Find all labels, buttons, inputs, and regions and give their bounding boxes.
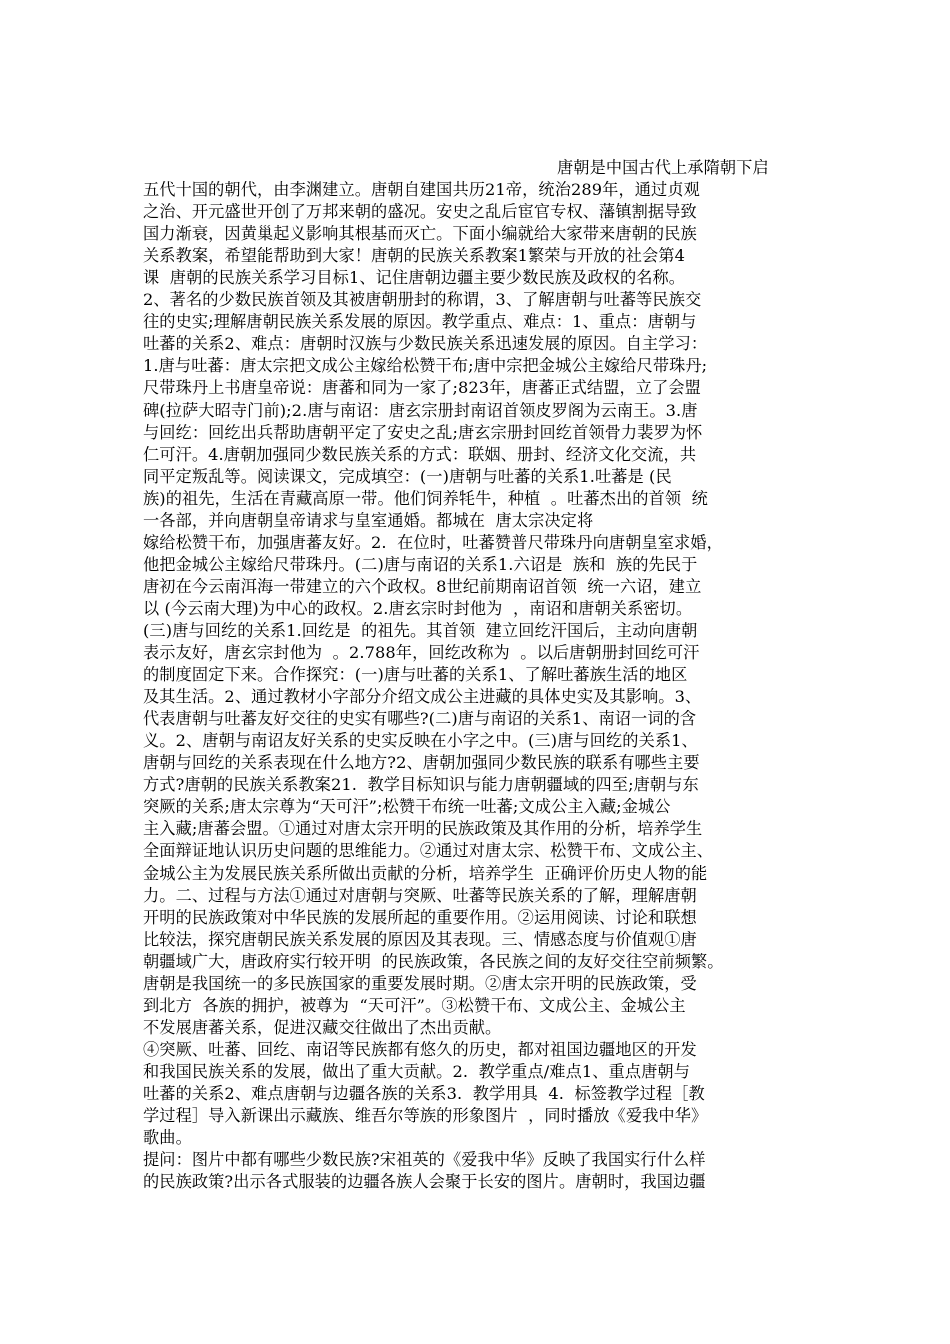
text-line: 课 唐朝的民族关系学习目标1、记住唐朝边疆主要少数民族及政权的名称。 [143,268,686,288]
text-line: 碑(拉萨大昭寺门前);2.唐与南诏：唐玄宗册封南诏首领皮罗阁为云南王。3.唐 [143,400,698,420]
text-line: 和我国民族关系的发展，做出了重大贡献。2. 教学重点/难点1、重点唐朝与 [143,1061,690,1081]
text-line: 朝疆域广大，唐政府实行较开明 的民族政策，各民族之间的友好交往空前频繁。 [143,951,724,971]
text-line: 提问：图片中都有哪些少数民族?宋祖英的《爱我中华》反映了我国实行什么样 [143,1150,706,1170]
text-line: 嫁给松赞干布，加强唐蕃友好。2. 在位时，吐蕃赞普尺带珠丹向唐朝皇室求婚， [143,532,723,552]
text-line: 不发展唐蕃关系，促进汉藏交往做出了杰出贡献。 [143,1017,502,1037]
text-line: 到北方 各族的拥护，被尊为 “天可汗”。③松赞干布、文成公主、金城公主 [143,995,686,1015]
text-line: 主入藏;唐蕃会盟。①通过对唐太宗开明的民族政策及其作用的分析，培养学生 [143,819,703,839]
text-line: 全面辩证地认识历史问题的思维能力。②通过对唐太宗、松赞干布、文成公主、 [143,841,714,861]
text-line: 他把金城公主嫁给尺带珠丹。(二)唐与南诏的关系1.六诏是 族和 族的先民于 [143,554,698,574]
text-line: 力。二、过程与方法①通过对唐朝与突厥、吐蕃等民族关系的了解，理解唐朝 [143,885,697,905]
text-line: 及其生活。2、通过教材小字部分介绍文成公主进藏的具体史实及其影响。3、 [143,687,702,707]
text-line: 突厥的关系;唐太宗尊为“天可汗”;松赞干布统一吐蕃;文成公主入藏;金城公 [143,797,671,817]
text-line: 学过程］导入新课出示藏族、维吾尔等族的形象图片 ，同时播放《爱我中华》 [143,1106,708,1126]
text-line: 与回纥：回纥出兵帮助唐朝平定了安史之乱;唐玄宗册封回纥首领骨力裴罗为怀 [143,422,703,442]
text-line: 唐朝与回纥的关系表现在什么地方?2、唐朝加强同少数民族的联系有哪些主要 [143,753,700,773]
text-line: 义。2、唐朝与南诏友好关系的史实反映在小字之中。(三)唐与回纥的关系1、 [143,731,698,751]
text-line: (三)唐与回纥的关系1.回纥是 的祖先。其首领 建立回纥汗国后，主动向唐朝 [143,620,698,640]
text-line: 国力渐衰，因黄巢起义影响其根基而灭亡。下面小编就给大家带来唐朝的民族 [143,224,697,244]
text-line: 一各部，并向唐朝皇帝请求与皇室通婚。都城在 唐太宗决定将 [143,510,594,530]
text-line: 仁可汗。4.唐朝加强同少数民族关系的方式：联姻、册封、经济文化交流，共 [143,444,697,464]
text-line: 往的史实;理解唐朝民族关系发展的原因。教学重点、难点：1、重点：唐朝与 [143,312,697,332]
text-line: 族)的祖先，生活在青藏高原一带。他们饲养牦牛，种植 。吐蕃杰出的首领 统 [143,488,708,508]
text-line: 表示友好，唐玄宗封他为 。2.788年，回纥改称为 。以后唐朝册封回纥可汗 [143,643,700,663]
text-line: 唐初在今云南洱海一带建立的六个政权。8世纪前期南诏首领 统一六诏，建立 [143,576,702,596]
text-line: 歌曲。 [143,1128,192,1148]
text-line: 吐蕃的关系2、难点唐朝与边疆各族的关系3. 教学用具 4. 标签教学过程［教 [143,1083,705,1103]
text-line: 的民族政策?出示各式服装的边疆各族人会聚于长安的图片。唐朝时，我国边疆 [143,1172,706,1192]
text-line: 以 (今云南大理)为中心的政权。2.唐玄宗时封他为 ，南诏和唐朝关系密切。 [143,598,693,618]
document-body [143,157,803,1193]
text-line: 之治、开元盛世开创了万邦来朝的盛况。安史之乱后宦官专权、藩镇割据导致 [143,202,697,222]
text-line: 五代十国的朝代，由李渊建立。唐朝自建国共历21帝，统治289年，通过贞观 [143,180,700,200]
text-line: 开明的民族政策对中华民族的发展所起的重要作用。②运用阅读、讨论和联想 [143,907,697,927]
text-line: 吐蕃的关系2、难点：唐朝时汉族与少数民族关系迅速发展的原因。自主学习： [143,334,708,354]
text-line: 2、著名的少数民族首领及其被唐朝册封的称谓，3、了解唐朝与吐蕃等民族交 [143,290,702,310]
text-line: 尺带珠丹上书唐皇帝说：唐蕃和同为一家了;823年，唐蕃正式结盟，立了会盟 [143,378,701,398]
text-line: ④突厥、吐蕃、回纥、南诏等民族都有悠久的历史，都对祖国边疆地区的开发 [143,1039,697,1059]
text-line: 的制度固定下来。合作探究：(一)唐与吐蕃的关系1、了解吐蕃族生活的地区 [143,665,688,685]
text-line: 金城公主为发展民族关系所做出贡献的分析，培养学生 正确评价历史人物的能 [143,863,708,883]
text-line: 唐朝是中国古代上承隋朝下启 [557,158,769,177]
text-line: 关系教案，希望能帮助到大家！唐朝的民族关系教案1繁荣与开放的社会第4 [143,246,685,266]
text-line: 方式?唐朝的民族关系教案21. 教学目标知识与能力唐朝疆域的四至;唐朝与东 [143,775,699,795]
text-line: 1.唐与吐蕃：唐太宗把文成公主嫁给松赞干布;唐中宗把金城公主嫁给尺带珠丹; [143,356,708,376]
text-line: 唐朝是我国统一的多民族国家的重要发展时期。②唐太宗开明的民族政策，受 [143,973,697,993]
text-line: 同平定叛乱等。阅读课文，完成填空：(一)唐朝与吐蕃的关系1.吐蕃是 (民 [143,466,672,486]
text-line: 代表唐朝与吐蕃友好交往的史实有哪些?(二)唐与南诏的关系1、南诏一词的含 [143,709,697,729]
text-line: 比较法，探究唐朝民族关系发展的原因及其表现。三、情感态度与价值观①唐 [143,929,697,949]
